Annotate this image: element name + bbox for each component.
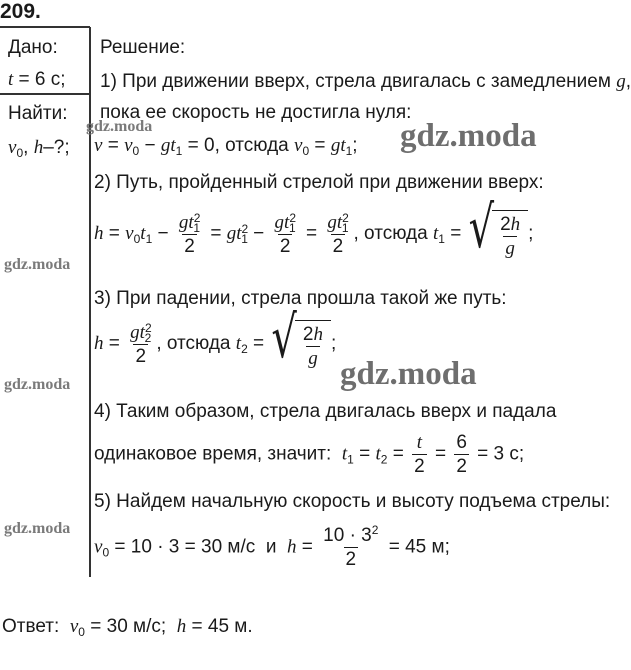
problem-number: 209. xyxy=(0,0,41,23)
answer-line: Ответ: $v_0 = 30$ м/с; h = 45 м. xyxy=(2,616,253,639)
given-value: t = 6 с; xyxy=(8,69,66,90)
given-label: Дано: xyxy=(8,37,58,58)
step1-line1: 1) При движении вверх, стрела двигалась с замедлением g, xyxy=(100,71,631,92)
column-divider xyxy=(89,27,91,577)
step1-line2: пока ее скорость не достигла нуля: xyxy=(100,102,412,123)
header-rule xyxy=(0,26,90,28)
step5-equation: $v_0 = 10 \cdot 3 = 30$ м/с и h = $\frac{10 \cdot 3^2}{2}$ = 45 м; xyxy=(94,523,450,570)
watermark: gdz.moda xyxy=(4,256,71,273)
step5-line: 5) Найдем начальную скорость и высоту подъема стрелы: xyxy=(94,491,611,512)
step2-equation: $h = v_0t_1$ − $\frac{gt^2_1}{2}$ = $gt^2_1$ − $\frac{gt^2_1}{2}$ = $\frac{gt^2_1}{2}$ , отсюда $t_1$ = √ $\frac{2h}{g}$ ; xyxy=(94,194,534,262)
step4-line1: 4) Таким образом, стрела двигалась вверх и падала xyxy=(94,401,557,422)
given-find-divider xyxy=(0,93,90,95)
step3-equation: h = $\frac{gt^2_2}{2}$ , отсюда $t_2$ = √ $\frac{2h}{g}$ ; xyxy=(94,304,337,372)
watermark: gdz.moda xyxy=(400,118,537,154)
watermark: gdz.moda xyxy=(4,520,71,537)
step1-equation: $v = v_0 - gt_1 = 0$, отсюда $v_0 = gt_1$; xyxy=(94,135,358,158)
solution-title: Решение: xyxy=(100,37,186,58)
find-value: $v_0$, h–?; xyxy=(8,137,70,160)
step3-line: 3) При падении, стрела прошла такой же путь: xyxy=(94,288,507,309)
step4-line2: одинаковое время, значит: $t_1 = t_2$ = $\frac{t}{2}$ = $\frac{6}{2}$ = 3 с; xyxy=(94,432,525,477)
watermark: gdz.moda xyxy=(4,376,71,393)
watermark: gdz.moda xyxy=(340,356,477,392)
watermark: gdz.moda xyxy=(86,118,153,135)
find-label: Найти: xyxy=(8,103,68,124)
step2-line: 2) Путь, пройденный стрелой при движении вверх: xyxy=(94,172,544,193)
